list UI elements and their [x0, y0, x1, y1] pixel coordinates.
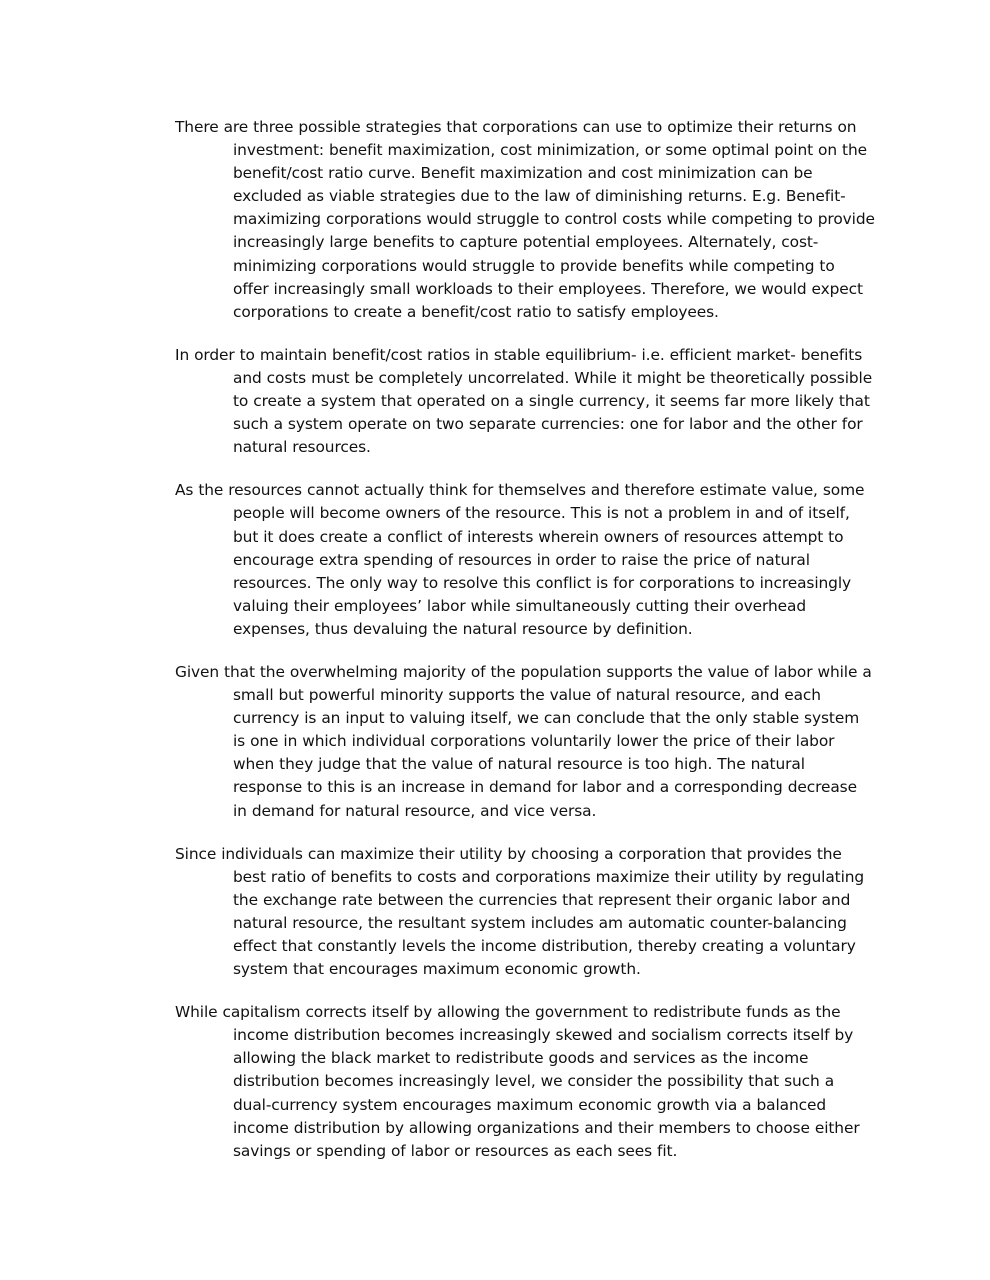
paragraph-resource-owners: As the resources cannot actually think for themselves and therefore estimate value, some people will become owners of the resource. This is not a problem in and of itself, but it does create a conflict of interests wherein owners of resources attempt to encourage extra spending of resources in order to raise the price of natural resources. The only way to resolve this conflict is for corporations to increasingly valuing their employees’ labor while simultaneously cutting their overhead expenses, thus devaluing the natural resource by definition. [175, 481, 865, 638]
paragraph-strategies: There are three possible strategies that corporations can use to optimize their returns on investment: benefit maximization, cost minimization, or some optimal point on the benefit/cost ratio curve. Benefit maximization and cost minimization can be excluded as viable strategies due to the law of diminishing returns. E.g. Benefit-maximizing corporations would struggle to control costs while competing to provide increasingly large benefits to capture potential employees. Alternately, cost-minimizing corporations would struggle to provide benefits while competing to offer increasingly small workloads to their employees. Therefore, we would expect corporations to create a benefit/cost ratio to satisfy employees. [175, 118, 875, 321]
paragraph-utility: Since individuals can maximize their utility by choosing a corporation that provides the best ratio of benefits to costs and corporations maximize their utility by regulating the exchange rate between the currencies that represent their organic labor and natural resource, the resultant system includes am automatic counter-balancing effect that constantly levels the income distribution, thereby creating a voluntary system that encourages maximum economic growth. [175, 844, 865, 979]
paragraph-labor-value: Given that the overwhelming majority of the population supports the value of labor while a small but powerful minority supports the value of natural resource, and each currency is an input to valuing itself, we can conclude that the only stable system is one in which individual corporations voluntarily lower the price of their labor when they judge that the value of natural resource is too high. The natural response to this is an increase in demand for labor and a corresponding decrease in demand for natural resource, and vice versa. [175, 662, 872, 820]
paragraph-equilibrium: In order to maintain benefit/cost ratios in stable equilibrium- i.e. efficient market- benefits and costs must be completely uncorrelated. While it might be theoretically possible to create a system that operated on a single currency, it seems far more likely that such a system operate on two separate currencies: one for labor and the other for natural resources. [175, 345, 873, 457]
document-body [175, 116, 875, 1183]
paragraph-conclusion: While capitalism corrects itself by allowing the government to redistribute funds as the income distribution becomes increasingly skewed and socialism corrects itself by allowing the black market to redistribute goods and services as the income distribution becomes increasingly level, we consider the possibility that such a dual-currency system encourages maximum economic growth via a balanced income distribution by allowing organizations and their members to choose either savings or spending of labor or resources as each sees fit. [175, 1003, 860, 1160]
